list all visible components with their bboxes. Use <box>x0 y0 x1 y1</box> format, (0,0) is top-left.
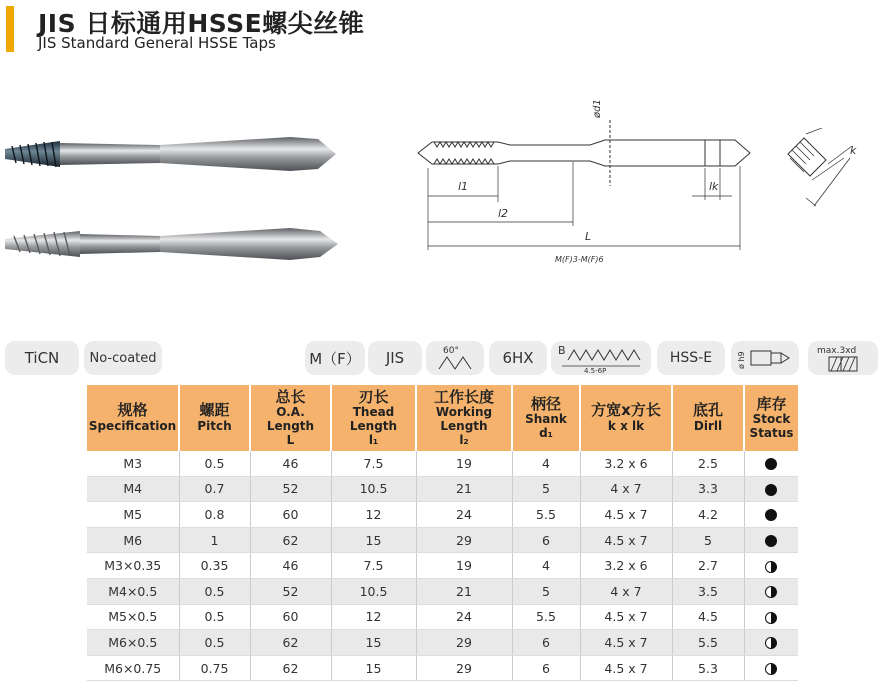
stock-half-icon <box>765 663 777 675</box>
column-header-en: Thead Length <box>349 404 398 433</box>
cell-drill: 3.3 <box>672 476 744 502</box>
cell-stock <box>744 604 798 630</box>
column-header-zh: 规格 <box>117 401 148 420</box>
cell-square: 4 x 7 <box>580 578 672 604</box>
column-header-en: Working Length <box>435 404 493 433</box>
column-header <box>331 385 416 451</box>
cell-stock <box>744 655 798 681</box>
stock-half-icon <box>765 612 777 624</box>
cell-pitch: 0.35 <box>179 553 250 579</box>
column-header-zh: 总长 <box>275 387 306 406</box>
column-header-en: Shank <box>525 411 567 426</box>
table-row <box>87 578 798 604</box>
column-header <box>512 385 580 451</box>
cell-pitch: 0.5 <box>179 604 250 630</box>
column-header <box>416 385 512 451</box>
stock-full-icon <box>765 509 777 521</box>
cell-work: 24 <box>416 604 512 630</box>
label-lk: lk <box>709 180 719 193</box>
cell-spec: M6×0.5 <box>87 630 179 656</box>
column-header-en: Specification <box>88 418 177 433</box>
cell-stock <box>744 476 798 502</box>
cell-square: 3.2 x 6 <box>580 451 672 476</box>
cell-square: 4.5 x 7 <box>580 655 672 681</box>
cell-stock <box>744 451 798 476</box>
cell-work: 21 <box>416 476 512 502</box>
column-header-sym: d₁ <box>539 425 553 440</box>
column-header-en: Stock <box>752 411 791 426</box>
cell-oal: 46 <box>250 451 331 476</box>
column-header-zh: 柄径 <box>530 394 561 413</box>
cell-thread: 10.5 <box>331 578 416 604</box>
page-subtitle: JIS Standard General HSSE Taps <box>38 34 276 52</box>
cell-shank: 6 <box>512 630 580 656</box>
column-header-sym: Status <box>749 425 794 440</box>
stock-half-icon <box>765 561 777 573</box>
cell-work: 29 <box>416 630 512 656</box>
chip-coating-ticn <box>5 341 79 375</box>
column-header <box>580 385 672 451</box>
cell-stock <box>744 553 798 579</box>
cell-drill: 4.5 <box>672 604 744 630</box>
chip-max-depth <box>808 341 878 375</box>
column-header-sym: l₁ <box>368 432 379 447</box>
table-row <box>87 553 798 579</box>
column-header-en: O.A. Length <box>266 404 315 433</box>
title-accent-bar <box>6 6 14 52</box>
chip-coating-none <box>84 341 162 375</box>
cell-pitch: 0.8 <box>179 502 250 528</box>
cell-spec: M5 <box>87 502 179 528</box>
chamfer-icon <box>554 342 648 374</box>
cell-shank: 5.5 <box>512 604 580 630</box>
label-k: k <box>850 144 857 157</box>
chip-thread-angle <box>426 341 484 375</box>
cell-oal: 52 <box>250 476 331 502</box>
chip-label: M（F） <box>309 349 361 368</box>
cell-thread: 7.5 <box>331 553 416 579</box>
cell-drill: 3.5 <box>672 578 744 604</box>
cell-oal: 46 <box>250 553 331 579</box>
cell-stock <box>744 630 798 656</box>
label-l1: l1 <box>458 180 469 193</box>
cell-shank: 5 <box>512 578 580 604</box>
column-header <box>179 385 250 451</box>
tap-coated-image <box>5 137 336 171</box>
cell-spec: M6×0.75 <box>87 655 179 681</box>
stock-full-icon <box>765 535 777 547</box>
cell-drill: 4.2 <box>672 502 744 528</box>
cell-shank: 4 <box>512 553 580 579</box>
cell-oal: 62 <box>250 527 331 553</box>
hole-depth-icon <box>811 343 875 373</box>
stock-half-icon <box>765 637 777 649</box>
cell-pitch: 0.5 <box>179 630 250 656</box>
cell-spec: M4×0.5 <box>87 578 179 604</box>
column-header-zh: 螺距 <box>199 401 230 420</box>
table-row <box>87 476 798 502</box>
cell-stock <box>744 527 798 553</box>
stock-full-icon <box>765 458 777 470</box>
cell-drill: 5 <box>672 527 744 553</box>
square-section-drawing <box>776 128 866 218</box>
cell-drill: 2.5 <box>672 451 744 476</box>
cell-square: 4 x 7 <box>580 476 672 502</box>
cell-square: 4.5 x 7 <box>580 502 672 528</box>
cell-thread: 12 <box>331 502 416 528</box>
column-header-zh: 底孔 <box>692 401 723 420</box>
thread-angle-icon <box>435 343 475 373</box>
cell-work: 19 <box>416 553 512 579</box>
chip-shank-tolerance <box>731 341 799 375</box>
max-depth-label: max.3xd <box>817 346 857 356</box>
column-header <box>250 385 331 451</box>
stock-half-icon <box>765 586 777 598</box>
tap-uncoated-image <box>5 228 338 260</box>
shank-tolerance-icon <box>735 343 795 373</box>
cell-work: 29 <box>416 527 512 553</box>
cell-square: 4.5 x 7 <box>580 630 672 656</box>
chamfer-b-label: B <box>558 344 566 357</box>
cell-thread: 12 <box>331 604 416 630</box>
cell-oal: 52 <box>250 578 331 604</box>
column-header-zh: 库存 <box>756 394 787 413</box>
cell-thread: 7.5 <box>331 451 416 476</box>
table-row <box>87 502 798 528</box>
chip-label: 6HX <box>502 349 534 367</box>
cell-oal: 60 <box>250 604 331 630</box>
chip-label: HSS-E <box>669 350 713 366</box>
tap-technical-drawing <box>410 90 755 270</box>
cell-pitch: 0.7 <box>179 476 250 502</box>
cell-spec: M4 <box>87 476 179 502</box>
cell-pitch: 0.5 <box>179 578 250 604</box>
cell-thread: 15 <box>331 655 416 681</box>
thread-angle-label: 60° <box>443 346 459 356</box>
cell-square: 4.5 x 7 <box>580 527 672 553</box>
cell-shank: 6 <box>512 527 580 553</box>
cell-drill: 5.5 <box>672 630 744 656</box>
cell-pitch: 1 <box>179 527 250 553</box>
tap-product-photo <box>0 115 345 265</box>
chip-label: JIS <box>385 349 405 367</box>
column-header-zh: 方宽x方长 <box>591 401 661 420</box>
chip-tolerance <box>489 341 547 375</box>
cell-oal: 62 <box>250 630 331 656</box>
cell-shank: 5.5 <box>512 502 580 528</box>
label-d1: ød1 <box>592 99 603 118</box>
chip-label: No-coated <box>89 350 157 366</box>
cell-oal: 60 <box>250 502 331 528</box>
table-row <box>87 630 798 656</box>
table-row <box>87 451 798 476</box>
column-header-en: Dirll <box>693 418 723 433</box>
cell-spec: M3×0.35 <box>87 553 179 579</box>
cell-shank: 4 <box>512 451 580 476</box>
column-header <box>87 385 179 451</box>
column-header-en: k x lk <box>607 418 645 433</box>
chamfer-range-label: 4.5-6P <box>584 367 607 374</box>
page-title: JIS 日标通用HSSE螺尖丝锥 <box>38 9 365 38</box>
cell-work: 21 <box>416 578 512 604</box>
table-row <box>87 604 798 630</box>
cell-work: 29 <box>416 655 512 681</box>
cell-shank: 5 <box>512 476 580 502</box>
column-header-sym: L <box>286 432 295 447</box>
table-row <box>87 527 798 553</box>
cell-spec: M5×0.5 <box>87 604 179 630</box>
chip-thread-type <box>305 341 365 375</box>
cell-pitch: 0.5 <box>179 451 250 476</box>
cell-stock <box>744 578 798 604</box>
column-header-sym: l₂ <box>459 432 469 447</box>
cell-thread: 15 <box>331 527 416 553</box>
cell-work: 24 <box>416 502 512 528</box>
cell-drill: 5.3 <box>672 655 744 681</box>
cell-pitch: 0.75 <box>179 655 250 681</box>
cell-square: 3.2 x 6 <box>580 553 672 579</box>
cell-oal: 62 <box>250 655 331 681</box>
cell-shank: 6 <box>512 655 580 681</box>
table-body <box>87 451 798 681</box>
cell-thread: 10.5 <box>331 476 416 502</box>
cell-work: 19 <box>416 451 512 476</box>
cell-thread: 15 <box>331 630 416 656</box>
column-header-en: Pitch <box>197 418 232 433</box>
drawing-caption: M(F)3-M(F)6 <box>555 255 604 264</box>
chip-material <box>657 341 725 375</box>
chip-chamfer <box>551 341 651 375</box>
chip-label: TiCN <box>24 349 60 367</box>
spec-table <box>87 385 798 681</box>
label-L: L <box>585 230 592 243</box>
shank-tol-label: ø h9 <box>737 351 746 369</box>
stock-full-icon <box>765 484 777 496</box>
table-header-row <box>87 385 798 451</box>
column-header-zh: 工作长度 <box>433 387 494 406</box>
cell-spec: M3 <box>87 451 179 476</box>
cell-drill: 2.7 <box>672 553 744 579</box>
chip-standard <box>368 341 422 375</box>
cell-spec: M6 <box>87 527 179 553</box>
column-header-zh: 刃长 <box>358 387 389 406</box>
column-header <box>672 385 744 451</box>
column-header <box>744 385 798 451</box>
table-row <box>87 655 798 681</box>
label-l2: l2 <box>498 207 509 220</box>
cell-square: 4.5 x 7 <box>580 604 672 630</box>
cell-stock <box>744 502 798 528</box>
